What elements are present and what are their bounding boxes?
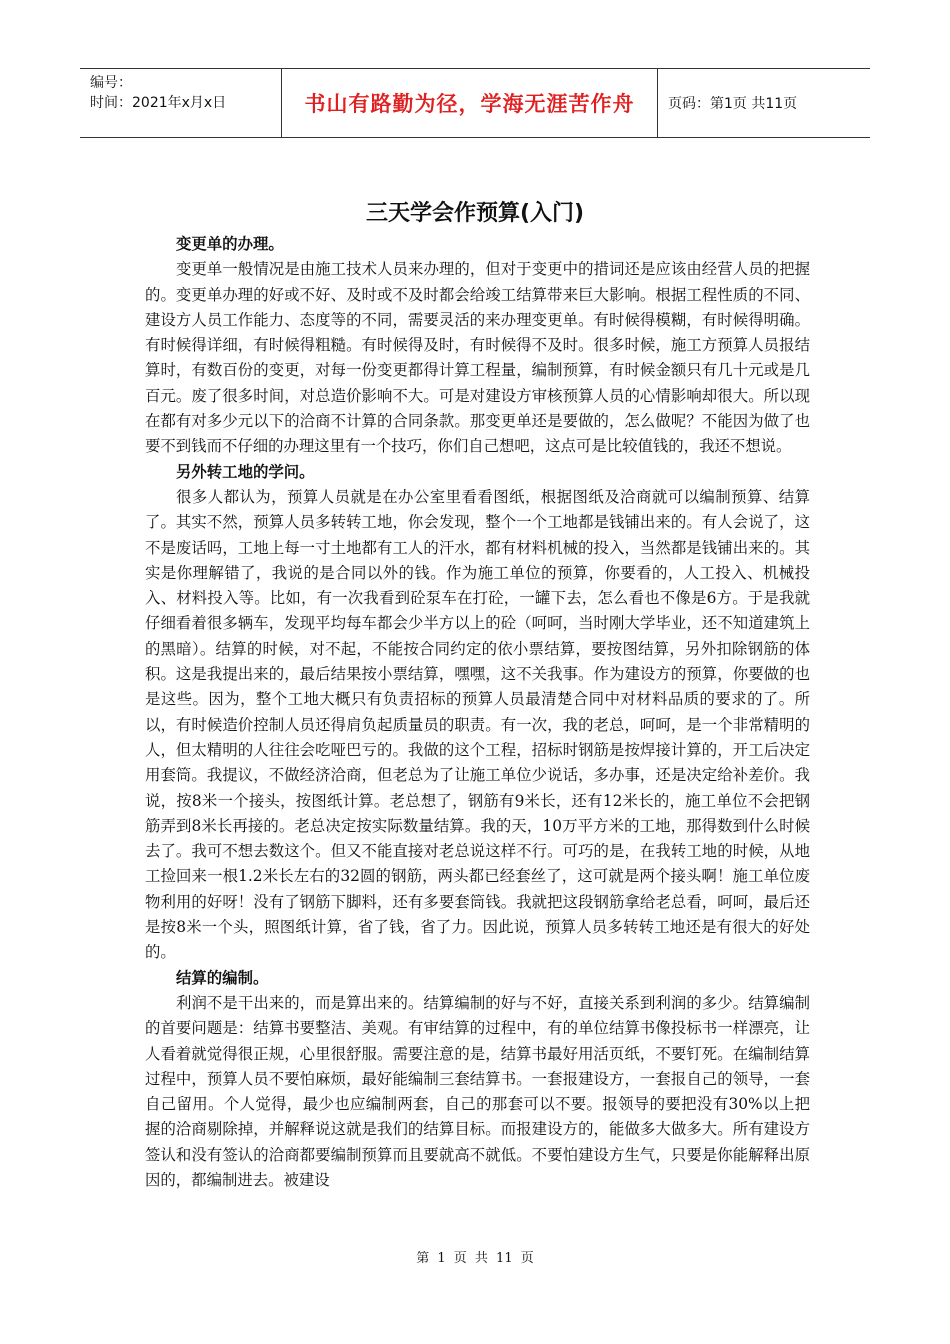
document-time: 时间：2021年x月x日 — [90, 95, 227, 111]
paragraph: 利润不是干出来的，而是算出来的。结算编制的好与不好，直接关系到利润的多少。结算编制的首要问题是：结算书要整洁、美观。有审结算的过程中，有的单位结算书像投标书一样漂亮，让人看着就觉得很正规，心里很舒服。需要注意的是，结算书最好用活页纸，不要钉死。在编制结算过程中，预算人员不要怕麻烦，最好能编制三套结算书。一套报建设方，一套报自己的领导，一套自己留用。个人觉得，最少也应编制两套，自己的那套可以不要。报领导的要把没有30%以上把握的洽商剔除掉，并解释说这就是我们的结算目标。而报建设方的，能做多大做多大。所有建设方签认和没有签认的洽商都要编制预算而且要就高不就低。不要怕建设方生气，只要是你能解释出原因的，都编制进去。被建设 — [145, 993, 810, 1189]
section-settlement — [145, 966, 810, 1194]
paragraph: 很多人都认为，预算人员就是在办公室里看看图纸，根据图纸及洽商就可以编制预算、结算了。其实不然，预算人员多转转工地，你会发现，整个一个工地都是钱铺出来的。有人会说了，这不是废话吗，工地上每一寸土地都有工人的汗水，都有材料机械的投入，当然都是钱铺出来的。其实是你理解错了，我说的是合同以外的钱。作为施工单位的预算，你要看的，人工投入、机械投入、材料投入等。比如，有一次我看到砼泵车在打砼，一罐下去，怎么看也不像是6方。于是我就仔细看着很多辆车，发现平均每车都会少半方以上的砼（呵呵，当时刚大学毕业，还不知道建筑上的黑暗）。结算的时候，对不起，不能按合同约定的依小票结算，要按图结算，另外扣除钢筋的体积。这是我提出来的，最后结果按小票结算，嘿嘿，这不关我事。作为建设方的预算，你要做的也是这些。因为，整个工地大概只有负责招标的预算人员最清楚合同中对材料品质的要求的了。所以，有时候造价控制人员还得肩负起质量员的职责。有一次，我的老总，呵呵，是一个非常精明的人，但太精明的人往往会吃哑巴亏的。我做的这个工程，招标时钢筋是按焊接计算的，开工后决定用套筒。我提议，不做经济洽商，但老总为了让施工单位少说话，多办事，还是决定给补差价。我说，按8米一个接头，按图纸计算。老总想了，钢筋有9米长，还有12米长的，施工单位不会把钢筋弄到8米长再接的。老总决定按实际数量结算。我的天，10万平方米的工地，那得数到什么时候去了。我可不想去数这个。但又不能直接对老总说这样不行。可巧的是，在我转工地的时候，从地工捡回来一根1.2米长左右的32圆的钢筋，两头都已经套丝了，这可就是两个接头啊！施工单位废物利用的好呀！没有了钢筋下脚料，还有多要套筒钱。我就把这段钢筋拿给老总看，呵呵，最后还是按8米一个头，照图纸计算，省了钱，省了力。因此说，预算人员多转转工地还是有很大的好处的。 — [145, 487, 810, 962]
document-number-label: 编号： — [90, 75, 132, 91]
section-heading: 另外转工地的学问。 — [176, 462, 315, 481]
section-change-orders — [145, 232, 810, 460]
header-meta — [80, 69, 281, 137]
page-footer: 第 1 页 共 11 页 — [416, 1251, 534, 1266]
section-heading: 结算的编制。 — [176, 968, 269, 987]
section-heading: 变更单的办理。 — [176, 235, 284, 253]
header-motto: 书山有路勤为径，学海无涯苦作舟 — [281, 69, 658, 137]
document-body — [145, 232, 810, 1193]
paragraph: 变更单一般情况是由施工技术人员来办理的，但对于变更中的措词还是应该由经营人员的把握的。变更单办理的好或不好、及时或不及时都会给竣工结算带来巨大影响。根据工程性质的不同、建设方人员工作能力、态度等的不同，需要灵活的来办理变更单。有时候得模糊，有时候得明确。有时候得详细，有时候得粗糙。有时候得及时，有时候得不及时。很多时候，施工方预算人员报结算时，有数百份的变更，对每一份变更都得计算工程量，编制预算，有时候金额只有几十元或是几百元。废了很多时间，对总造价影响不大。可是对建设方审核预算人员的心情影响却很大。所以现在都有对多少元以下的洽商不计算的合同条款。那变更单还是要做的，怎么做呢？不能因为做了也要不到钱而不仔细的办理这里有一个技巧，你们自己想吧，这点可是比较值钱的，我还不想说。 — [145, 260, 810, 456]
document-title: 三天学会作预算(入门) — [365, 201, 585, 226]
header-page-info: 页码：第1页 共11页 — [668, 96, 798, 112]
section-site-visits — [145, 460, 810, 966]
document-header — [80, 68, 870, 138]
